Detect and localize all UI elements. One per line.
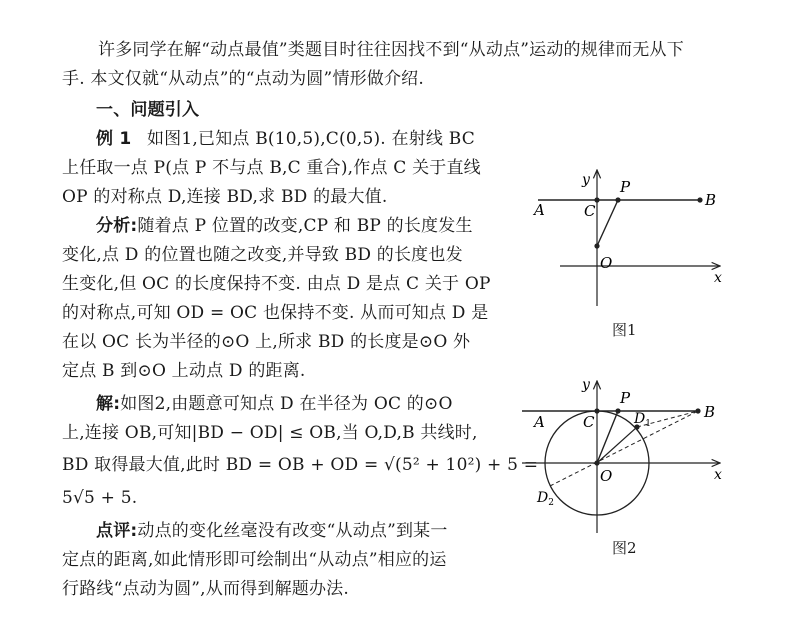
fig1-label-x: x (714, 270, 722, 286)
example-line-1: 如图1,已知点 B(10,5),C(0,5). 在射线 BC (146, 129, 475, 149)
intro-line-1: 许多同学在解“动点最值”类题目时往往因找不到“从动点”运动的规律而无从下 (98, 40, 684, 60)
example-line-3: OP 的对称点 D,连接 BD,求 BD 的最大值. (62, 187, 388, 207)
fig2-point-p (615, 408, 620, 413)
comment-line-1: 动点的变化丝毫没有改变“从动点”到某一 (137, 521, 448, 541)
fig2-dashed-d2b (550, 411, 698, 486)
fig2-point-o (594, 460, 599, 465)
fig1-point-p (615, 197, 620, 202)
analysis-line-6: 定点 B 到⊙O 上动点 D 的距离. (62, 361, 306, 381)
fig1-label-o: O (600, 254, 613, 272)
fig2-segment-od1 (597, 427, 637, 463)
solution-label: 解: (96, 394, 121, 414)
analysis-line-2: 变化,点 D 的位置也随之改变,并导致 BD 的长度也发 (62, 245, 463, 265)
figure-1 (520, 160, 760, 320)
fig1-label-p: P (620, 178, 631, 196)
fig2-label-y: y (582, 377, 590, 393)
analysis-label: 分析: (96, 216, 138, 236)
figure-2-caption: 图2 (612, 539, 637, 557)
figure-1-caption: 图1 (612, 321, 637, 339)
fig1-label-y: y (582, 172, 590, 188)
fig2-label-d2: $D_2$ (537, 490, 554, 508)
solution-block (96, 392, 453, 416)
example-label: 例 1 (96, 129, 132, 149)
fig1-label-b: B (705, 191, 717, 209)
comment-line-2: 定点的距离,如此情形即可绘制出“从动点”相应的运 (62, 550, 447, 570)
fig2-label-p: P (620, 389, 631, 407)
figure-1-diagram (520, 160, 760, 320)
figure-2 (520, 375, 760, 535)
comment-label: 点评: (96, 521, 138, 541)
fig2-label-o: O (600, 467, 613, 485)
solution-line-1: 如图2,由题意可知点 D 在半径为 OC 的⊙O (120, 394, 453, 414)
fig1-point-b (697, 197, 702, 202)
fig2-point-c (594, 408, 599, 413)
fig2-label-b: B (704, 403, 716, 421)
fig2-label-x: x (714, 467, 722, 483)
fig2-point-b (695, 408, 700, 413)
analysis-line-3: 生变化,但 OC 的长度保持不变. 由点 D 是点 C 关于 OP (62, 274, 491, 294)
comment-block (96, 519, 448, 543)
analysis-block (96, 214, 473, 238)
example-block (96, 127, 475, 151)
example-line-2: 上任取一点 P(点 P 不与点 B,C 重合),作点 C 关于直线 (62, 158, 481, 178)
solution-line-4: 5√5 + 5. (62, 488, 138, 508)
intro-line-2: 手. 本文仅就“从动点”的“点动为圆”情形做介绍. (62, 69, 424, 89)
analysis-line-5: 在以 OC 长为半径的⊙O 上,所求 BD 的长度是⊙O 外 (62, 332, 471, 352)
fig2-segment-op (597, 411, 618, 463)
fig1-segment-op (597, 200, 618, 246)
comment-line-3: 行路线“点动为圆”,从而得到解题办法. (62, 579, 349, 599)
solution-line-3: BD 取得最大值,此时 BD = OB + OD = √(5² + 10²) + 5 = (62, 455, 539, 475)
fig2-label-c: C (583, 413, 595, 431)
fig1-label-c: C (584, 202, 596, 220)
analysis-line-4: 的对称点,可知 OD = OC 也保持不变. 从而可知点 D 是 (62, 303, 489, 323)
fig1-point-o (594, 243, 599, 248)
solution-line-2: 上,连接 OB,可知|BD − OD| ≤ OB,当 O,D,B 共线时, (62, 423, 478, 443)
fig2-label-a: A (534, 413, 545, 431)
analysis-line-1: 随着点 P 位置的改变,CP 和 BP 的长度发生 (137, 216, 473, 236)
fig1-label-a: A (534, 201, 545, 219)
section-heading: 一、问题引入 (96, 100, 200, 120)
fig2-label-d1: $D_1$ (634, 411, 651, 429)
figure-2-diagram (520, 375, 760, 535)
